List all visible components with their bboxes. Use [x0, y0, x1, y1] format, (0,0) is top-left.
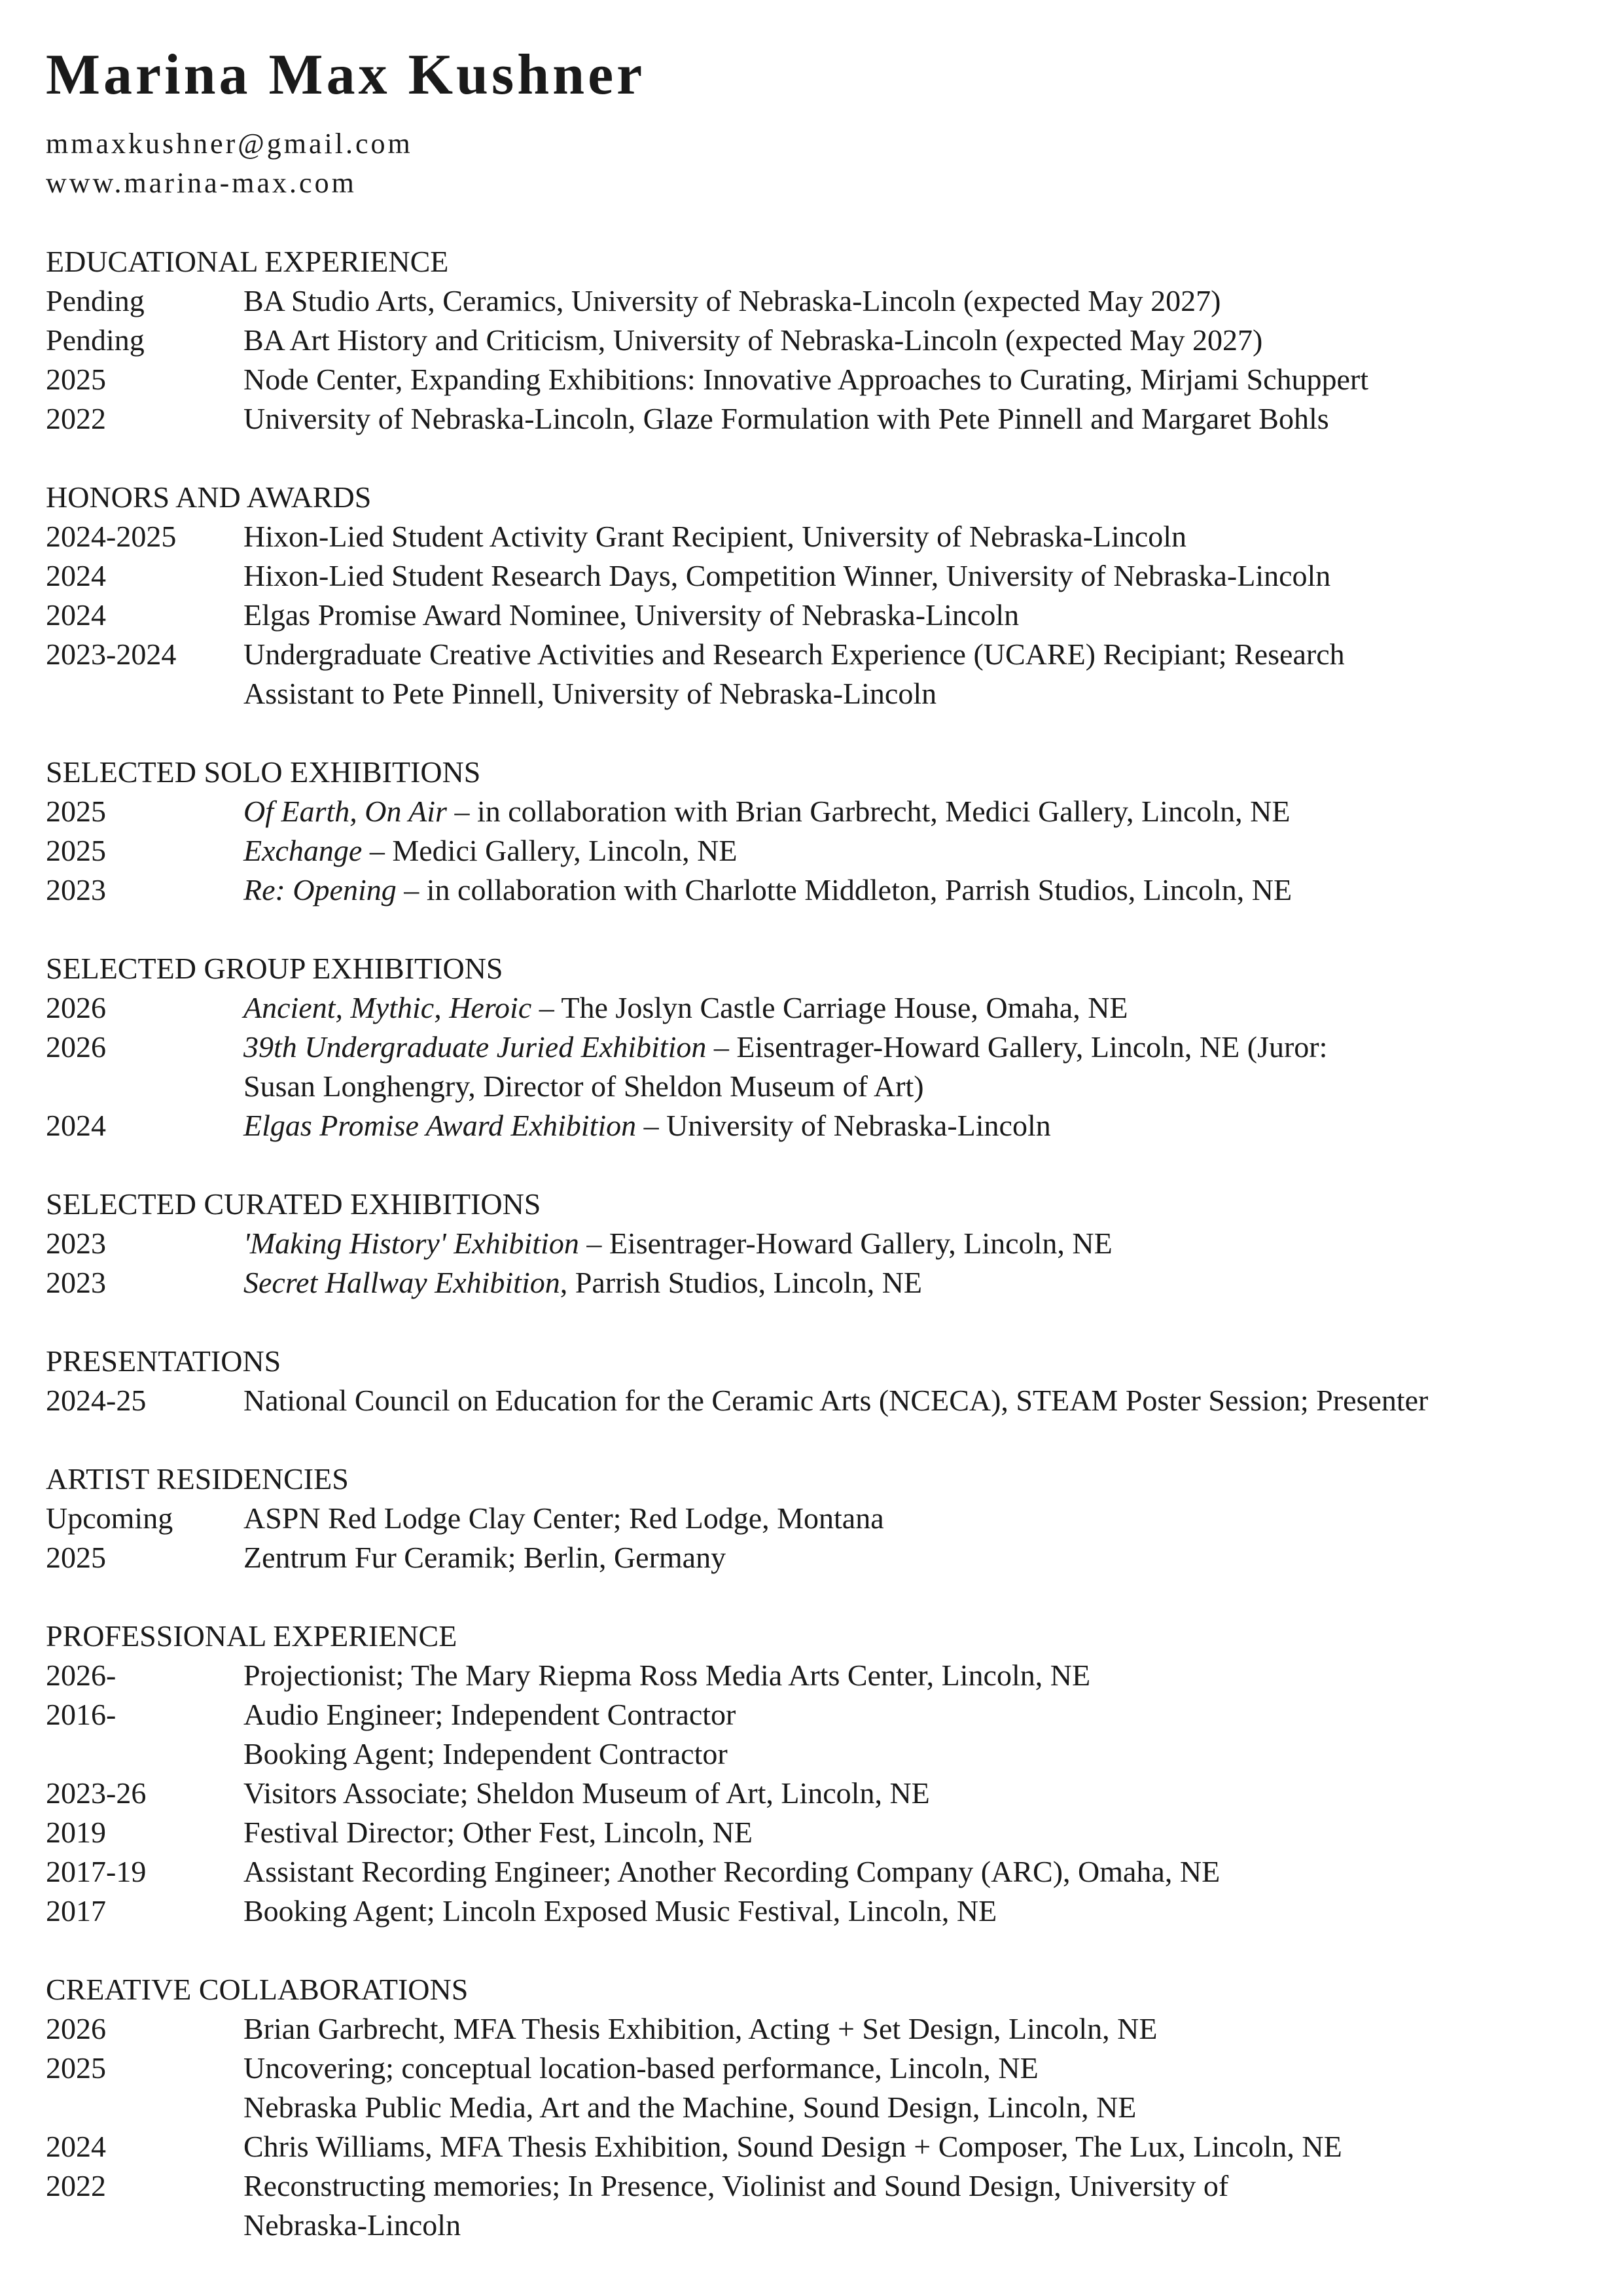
entry-date: 2023-2024 [46, 637, 177, 671]
entry-text [243, 1067, 1590, 1106]
entry-description: Zentrum Fur Ceramik; Berlin, Germany [243, 1541, 726, 1574]
entry-description: Chris Williams, MFA Thesis Exhibition, Sound Design + Composer, The Lux, Lincoln, NE [243, 2130, 1342, 2163]
entry-text [243, 2127, 1590, 2166]
cv-entry [46, 1656, 1590, 1695]
entry-date: 2024 [46, 1109, 106, 1142]
entry-date: 2025 [46, 834, 106, 867]
entry-description: Booking Agent; Independent Contractor [243, 1737, 728, 1770]
entry-text [243, 2166, 1590, 2206]
entry-date [46, 674, 243, 713]
cv-entry [46, 2166, 1590, 2206]
cv-entry [46, 321, 1590, 360]
entry-description: – in collaboration with Charlotte Middleton, Parrish Studios, Lincoln, NE [396, 873, 1293, 906]
entry-text [243, 1813, 1590, 1852]
entry-text [243, 635, 1590, 674]
entry-text [243, 281, 1590, 321]
entry-description: National Council on Education for the Ceramic Arts (NCECA), STEAM Poster Session; Presenter [243, 1384, 1429, 1417]
cv-entry [46, 1499, 1590, 1538]
cv-page [46, 39, 1590, 2245]
entry-date: 2026 [46, 1030, 106, 1064]
entry-description: Undergraduate Creative Activities and Research Experience (UCARE) Recipiant; Research [243, 637, 1345, 671]
entry-text [243, 360, 1590, 399]
entry-date: Upcoming [46, 1501, 173, 1535]
entry-text [243, 1499, 1590, 1538]
entry-title-italic: Ancient, Mythic, Heroic [243, 991, 532, 1024]
entry-description: Node Center, Expanding Exhibitions: Innovative Approaches to Curating, Mirjami Schuppert [243, 363, 1369, 396]
entry-description: Hixon-Lied Student Activity Grant Recipient, University of Nebraska-Lincoln [243, 520, 1187, 553]
cv-entry [46, 281, 1590, 321]
cv-section [46, 753, 1590, 910]
entry-description: – Medici Gallery, Lincoln, NE [362, 834, 738, 867]
entry-text [243, 2206, 1590, 2245]
cv-name: Marina Max Kushner [46, 43, 646, 107]
cv-entry [46, 2049, 1590, 2088]
entry-description: ASPN Red Lodge Clay Center; Red Lodge, Montana [243, 1501, 884, 1535]
entry-description: Elgas Promise Award Nominee, University of Nebraska-Lincoln [243, 598, 1020, 632]
entry-description: Hixon-Lied Student Research Days, Competition Winner, University of Nebraska-Lincoln [243, 559, 1331, 592]
entry-date: 2023 [46, 873, 106, 906]
entry-text [243, 2009, 1590, 2049]
entry-text [243, 321, 1590, 360]
section-title: EDUCATIONAL EXPERIENCE [46, 245, 449, 278]
entry-description: , Parrish Studios, Lincoln, NE [560, 1266, 923, 1299]
entry-date: 2025 [46, 2051, 106, 2085]
entry-date [46, 2206, 243, 2245]
entry-description: Assistant to Pete Pinnell, University of Nebraska-Lincoln [243, 677, 937, 710]
entry-title-italic: Elgas Promise Award Exhibition [243, 1109, 637, 1142]
cv-entry [46, 1028, 1590, 1067]
entry-title-italic: Re: Opening [243, 873, 397, 906]
cv-section [46, 1342, 1590, 1420]
entry-description: Booking Agent; Lincoln Exposed Music Festival, Lincoln, NE [243, 1894, 997, 1928]
entry-text [243, 1892, 1590, 1931]
section-title: SELECTED GROUP EXHIBITIONS [46, 952, 503, 985]
entry-date: 2019 [46, 1816, 106, 1849]
cv-entry [46, 1538, 1590, 1577]
entry-text [243, 1774, 1590, 1813]
entry-date: 2026 [46, 2012, 106, 2045]
entry-title-italic: Of Earth, On Air [243, 795, 447, 828]
entry-date [46, 1067, 243, 1106]
cv-entry [46, 2088, 1590, 2127]
entry-date: 2024-25 [46, 1384, 147, 1417]
cv-entry [46, 870, 1590, 910]
entry-date: 2022 [46, 402, 106, 435]
entry-description: BA Art History and Criticism, University of Nebraska-Lincoln (expected May 2027) [243, 323, 1263, 357]
cv-entry [46, 1381, 1590, 1420]
cv-section [46, 1970, 1590, 2245]
cv-section [46, 949, 1590, 1145]
entry-text [243, 1538, 1590, 1577]
cv-section [46, 242, 1590, 439]
section-title: PROFESSIONAL EXPERIENCE [46, 1619, 457, 1653]
cv-entry [46, 831, 1590, 870]
entry-description: Projectionist; The Mary Riepma Ross Media Arts Center, Lincoln, NE [243, 1659, 1091, 1692]
entry-text [243, 674, 1590, 713]
cv-section [46, 478, 1590, 713]
cv-entry [46, 1067, 1590, 1106]
entry-date: 2023 [46, 1266, 106, 1299]
entry-description: Visitors Associate; Sheldon Museum of Art, Lincoln, NE [243, 1776, 930, 1810]
entry-date: 2017 [46, 1894, 106, 1928]
section-title: SELECTED CURATED EXHIBITIONS [46, 1187, 541, 1221]
cv-entry [46, 1892, 1590, 1931]
entry-text [243, 399, 1590, 439]
cv-entry [46, 1852, 1590, 1892]
entry-date: 2016- [46, 1698, 116, 1731]
entry-text [243, 1656, 1590, 1695]
entry-date: 2024 [46, 2130, 106, 2163]
entry-date: 2025 [46, 363, 106, 396]
cv-section [46, 1185, 1590, 1302]
entry-date [46, 2088, 243, 2127]
cv-entry [46, 674, 1590, 713]
entry-date: 2024-2025 [46, 520, 177, 553]
entry-text [243, 1263, 1590, 1302]
email-link[interactable]: mmaxkushner@gmail.com [46, 128, 413, 160]
entry-text [243, 988, 1590, 1028]
cv-entry [46, 1774, 1590, 1813]
entry-date: 2017-19 [46, 1855, 147, 1888]
entry-text [243, 1695, 1590, 1734]
entry-text [243, 596, 1590, 635]
entry-description: Nebraska-Lincoln [243, 2208, 461, 2242]
entry-date: 2026 [46, 991, 106, 1024]
entry-description: Uncovering; conceptual location-based performance, Lincoln, NE [243, 2051, 1039, 2085]
entry-text [243, 2049, 1590, 2088]
entry-date: 2024 [46, 559, 106, 592]
cv-entry [46, 1263, 1590, 1302]
cv-entry [46, 792, 1590, 831]
entry-text [243, 1106, 1590, 1145]
cv-entry [46, 360, 1590, 399]
cv-section [46, 1617, 1590, 1931]
entry-description: Audio Engineer; Independent Contractor [243, 1698, 736, 1731]
contact-block [46, 124, 1590, 203]
entry-description: Reconstructing memories; In Presence, Violinist and Sound Design, University of [243, 2169, 1229, 2202]
cv-section [46, 1460, 1590, 1577]
entry-date: 2026- [46, 1659, 116, 1692]
entry-text [243, 1224, 1590, 1263]
cv-entry [46, 517, 1590, 556]
section-title: PRESENTATIONS [46, 1344, 281, 1378]
entry-date [46, 1734, 243, 1774]
entry-date: Pending [46, 323, 145, 357]
entry-description: Assistant Recording Engineer; Another Recording Company (ARC), Omaha, NE [243, 1855, 1221, 1888]
cv-entry [46, 1106, 1590, 1145]
entry-text [243, 1028, 1590, 1067]
entry-text [243, 517, 1590, 556]
cv-entry [46, 1224, 1590, 1263]
entry-description: – Eisentrager-Howard Gallery, Lincoln, NE (Juror: [706, 1030, 1328, 1064]
entry-text [243, 1381, 1590, 1420]
entry-text [243, 1852, 1590, 1892]
cv-entry [46, 399, 1590, 439]
entry-description: – The Joslyn Castle Carriage House, Omaha, NE [531, 991, 1128, 1024]
cv-entry [46, 1734, 1590, 1774]
entry-description: BA Studio Arts, Ceramics, University of Nebraska-Lincoln (expected May 2027) [243, 284, 1221, 317]
entry-title-italic: 39th Undergraduate Juried Exhibition [243, 1030, 707, 1064]
entry-description: – University of Nebraska-Lincoln [636, 1109, 1051, 1142]
cv-entry [46, 1813, 1590, 1852]
cv-entry [46, 2009, 1590, 2049]
section-title: HONORS AND AWARDS [46, 480, 372, 514]
entry-description: Nebraska Public Media, Art and the Machine, Sound Design, Lincoln, NE [243, 2090, 1137, 2124]
cv-entry [46, 556, 1590, 596]
entry-date: 2022 [46, 2169, 106, 2202]
cv-sections [46, 242, 1590, 2245]
cv-entry [46, 2206, 1590, 2245]
entry-date: 2023 [46, 1227, 106, 1260]
entry-date: Pending [46, 284, 145, 317]
entry-description: Festival Director; Other Fest, Lincoln, NE [243, 1816, 753, 1849]
entry-title-italic: Exchange [243, 834, 363, 867]
entry-text [243, 831, 1590, 870]
cv-entry [46, 988, 1590, 1028]
entry-description: University of Nebraska-Lincoln, Glaze Formulation with Pete Pinnell and Margaret Bohls [243, 402, 1329, 435]
entry-date: 2024 [46, 598, 106, 632]
cv-entry [46, 2127, 1590, 2166]
cv-entry [46, 635, 1590, 674]
entry-description: Brian Garbrecht, MFA Thesis Exhibition, Acting + Set Design, Lincoln, NE [243, 2012, 1158, 2045]
section-title: SELECTED SOLO EXHIBITIONS [46, 755, 481, 789]
cv-entry [46, 1695, 1590, 1734]
entry-date: 2023-26 [46, 1776, 147, 1810]
entry-text [243, 792, 1590, 831]
entry-text [243, 1734, 1590, 1774]
entry-description: – Eisentrager-Howard Gallery, Lincoln, NE [579, 1227, 1113, 1260]
entry-date: 2025 [46, 795, 106, 828]
entry-text [243, 870, 1590, 910]
section-title: CREATIVE COLLABORATIONS [46, 1973, 469, 2006]
section-title: ARTIST RESIDENCIES [46, 1462, 349, 1496]
entry-description: Susan Longhengry, Director of Sheldon Museum of Art) [243, 1069, 924, 1103]
entry-text [243, 2088, 1590, 2127]
entry-date: 2025 [46, 1541, 106, 1574]
entry-description: – in collaboration with Brian Garbrecht, Medici Gallery, Lincoln, NE [446, 795, 1291, 828]
cv-entry [46, 596, 1590, 635]
entry-title-italic: 'Making History' Exhibition [243, 1227, 579, 1260]
entry-text [243, 556, 1590, 596]
website-link[interactable]: www.marina-max.com [46, 167, 357, 199]
entry-title-italic: Secret Hallway Exhibition [243, 1266, 560, 1299]
